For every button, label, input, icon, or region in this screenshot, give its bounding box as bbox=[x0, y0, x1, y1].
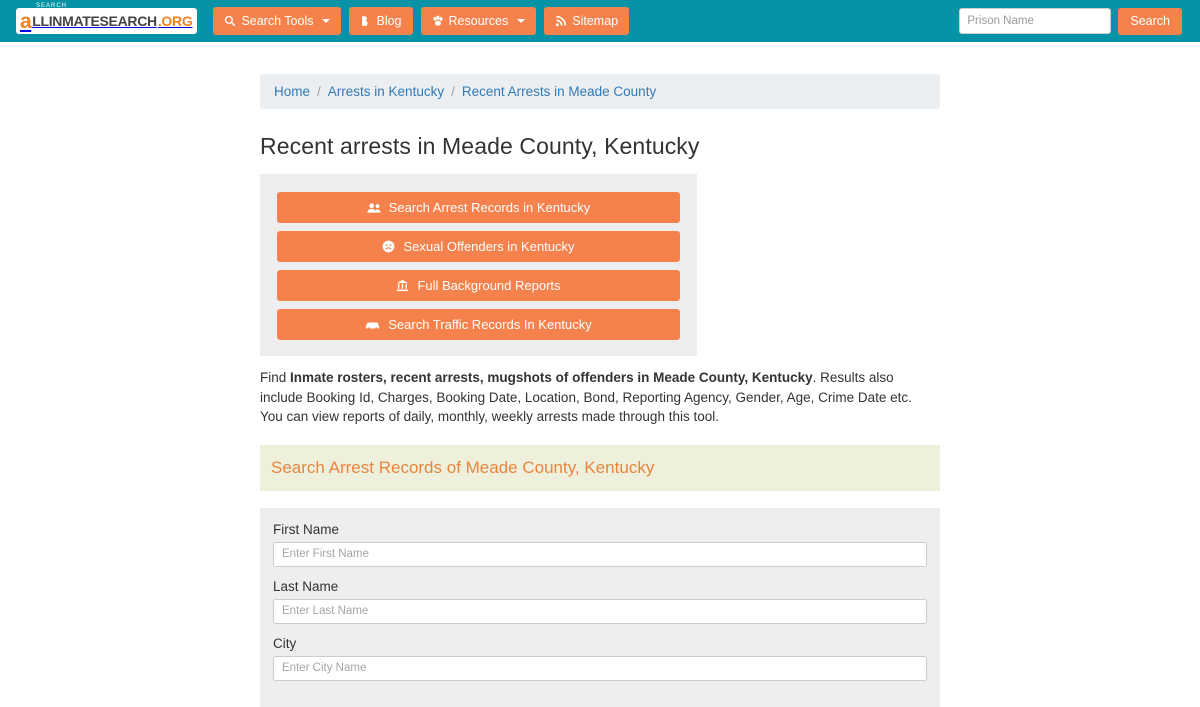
magnifier-icon bbox=[224, 15, 236, 27]
nav-button-label: Resources bbox=[448, 14, 509, 28]
search-traffic-records-button[interactable] bbox=[277, 309, 680, 340]
full-background-reports-button[interactable] bbox=[277, 270, 680, 301]
last-name-label: Last Name bbox=[273, 578, 339, 594]
navbar-search-group bbox=[959, 8, 1190, 35]
breadcrumb-item-recent-arrests[interactable]: Recent Arrests in Meade County bbox=[461, 84, 657, 99]
last-name-input[interactable] bbox=[273, 599, 927, 624]
frown-face-icon bbox=[382, 240, 395, 253]
page-description bbox=[260, 368, 938, 427]
description-lead: Find bbox=[260, 370, 291, 385]
logo-org: .ORG bbox=[157, 13, 193, 29]
breadcrumb-item-home[interactable]: Home bbox=[274, 84, 311, 99]
action-buttons-panel bbox=[260, 174, 697, 356]
sexual-offenders-button[interactable] bbox=[277, 231, 680, 262]
rss-icon bbox=[555, 15, 567, 27]
logo-text: LLINMATESEARCH bbox=[32, 13, 157, 29]
nav-button-label: Search Tools bbox=[241, 14, 314, 28]
blog-icon bbox=[360, 15, 371, 27]
first-name-input[interactable] bbox=[273, 542, 927, 567]
breadcrumb-item-arrests-kentucky[interactable]: Arrests in Kentucky bbox=[327, 84, 445, 99]
bank-icon bbox=[396, 279, 409, 292]
first-name-label: First Name bbox=[273, 521, 340, 537]
description-rest: . Results also include Booking Id, Charges, Booking Date, Location, Bond, Reporting Agency, Gender, Age, Crime Date etc. You can view reports of daily, monthly, weekly arrests made through this tool. bbox=[260, 370, 912, 424]
prison-name-input[interactable] bbox=[959, 8, 1111, 34]
breadcrumb-separator: / bbox=[317, 84, 321, 99]
logo-subtitle: SEARCH bbox=[36, 3, 68, 9]
page-container bbox=[260, 42, 940, 707]
arrest-search-form bbox=[260, 508, 940, 707]
nav-button-label: Sitemap bbox=[572, 14, 619, 28]
site-logo[interactable] bbox=[10, 3, 197, 34]
search-button[interactable]: Search bbox=[1118, 8, 1182, 35]
action-button-label: Search Arrest Records in Kentucky bbox=[388, 200, 591, 215]
description-bold: Inmate rosters, recent arrests, mugshots of offenders in Meade County, Kentucky bbox=[290, 370, 813, 385]
search-arrest-records-button[interactable] bbox=[277, 192, 680, 223]
action-button-label: Search Traffic Records In Kentucky bbox=[388, 317, 592, 332]
nav-blog-button[interactable] bbox=[349, 7, 412, 35]
users-icon bbox=[367, 202, 381, 214]
logo-badge bbox=[16, 8, 197, 34]
paw-icon bbox=[432, 15, 444, 27]
action-button-label: Full Background Reports bbox=[417, 278, 561, 293]
nav-search-tools-button[interactable] bbox=[213, 7, 341, 35]
section-heading: Search Arrest Records of Meade County, Kentucky bbox=[260, 445, 940, 491]
breadcrumb bbox=[260, 74, 940, 109]
car-icon bbox=[365, 319, 380, 331]
city-input[interactable] bbox=[273, 656, 927, 681]
page-title: Recent arrests in Meade County, Kentucky bbox=[260, 133, 700, 159]
nav-button-label: Blog bbox=[376, 14, 402, 28]
nav-sitemap-button[interactable] bbox=[544, 7, 629, 35]
logo-letter: a bbox=[20, 9, 32, 33]
nav-resources-button[interactable] bbox=[421, 7, 537, 35]
chevron-down-icon bbox=[517, 19, 525, 23]
chevron-down-icon bbox=[322, 19, 330, 23]
action-button-label: Sexual Offenders in Kentucky bbox=[403, 239, 575, 254]
city-label: City bbox=[273, 635, 297, 651]
breadcrumb-separator: / bbox=[451, 84, 455, 99]
top-navbar bbox=[0, 0, 1200, 42]
